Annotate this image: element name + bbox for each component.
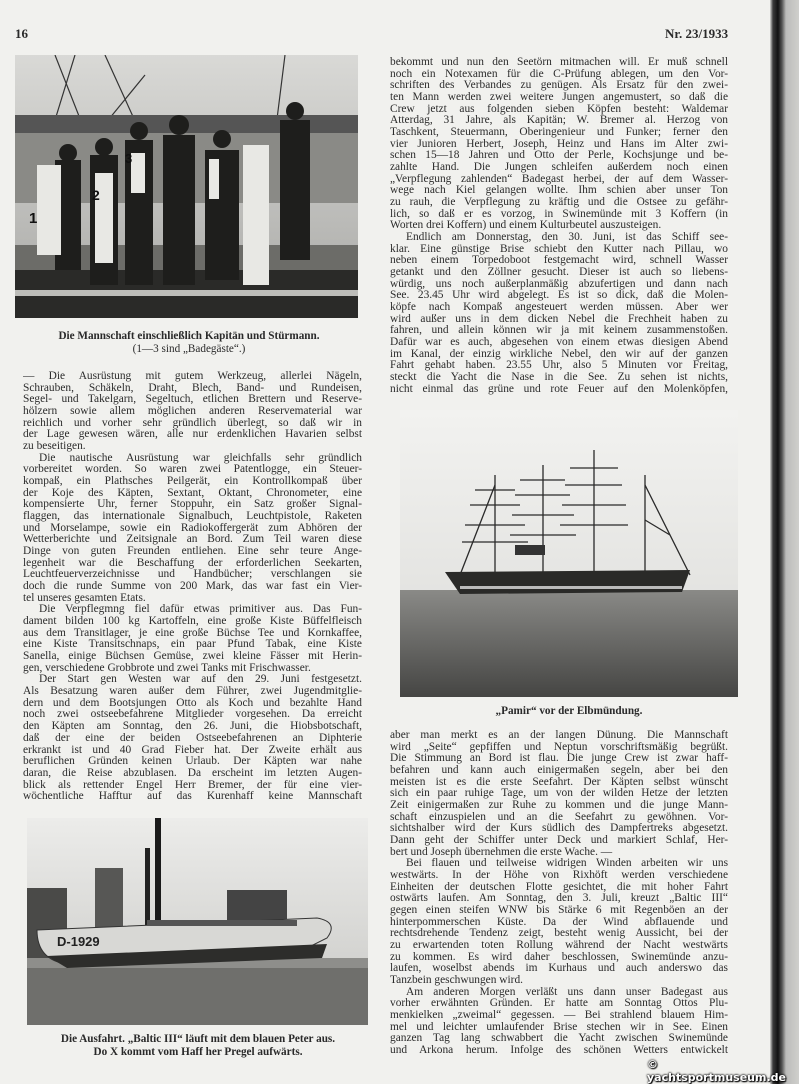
text-line: und Morselampe, sowie ein Radiokoffergerät zum Abhören der [23,522,362,534]
text-line: dern und dem Bootsjungen Otto als Koch und bezahlte Hand [23,697,362,709]
text-line: hölzern sowie allem möglichen anderen Reservematerial war [23,406,362,418]
text-line: vier Junioren Herbert, Joseph, Heinz und Hans im Alter zwi- [390,138,728,150]
text-line: Fahrt gehabt haben. 23.55 Uhr, also 5 Minuten vor Freitag, [390,360,728,372]
text-line: wird „Seite“ gepfiffen und Neptun vorschriftsmäßig begrüßt. [390,741,728,753]
text-line: Crew jetzt aus folgenden sieben Köpfen besteht: Waldemar [390,103,728,115]
text-line: legenheit war die Beschaffung der erforderlichen Seekarten, [23,557,362,569]
text-line: zahlte Hand. Die Jungen schleifen außerdem noch einen [390,162,728,174]
text-line: würdig, uns noch außerplanmäßig abzufertigen und dann nach [390,278,728,290]
text-line: der Koje des Käpten, Sextant, Oktant, Chronometer, eine [23,487,362,499]
text-line: sich ein paar ruhige Tage, um von der wilden Hetze der letzten [390,788,728,800]
text-line: wird außer uns in dem dicken Nebel die Frechheit haben zu [390,313,728,325]
text-line: bert und Joseph übernehmen die erste Wache. — [390,846,613,858]
departure-photo-caption [22,1033,374,1058]
text-line: blick als rettender Engel Herr Bremer, der für eine vier- [23,779,362,791]
text-line: hinterpommerschen Küste. Da der Wind abflauende und [390,916,728,928]
crew-photo-caption [15,330,363,355]
pamir-photo [400,410,738,697]
departure-caption-line-1: Die Ausfahrt. „Baltic III“ läuft mit dem blauen Peter aus. [60,1033,336,1045]
text-line: gegen einen steifen WNW bis Stärke 6 mit Regenböen an der [390,905,728,917]
text-line: daß der eine der beiden Ostseebefahrenen an Diphterie [23,732,362,744]
pamir-photo-caption: „Pamir“ vor der Elbmündung. [495,705,643,717]
text-line: mel und leichter umlaufender Brise stechen wir in See. Einen [390,1021,728,1033]
page-number: 16 [15,26,28,41]
text-line: vorher erwähnten Gründen. Er hatte am Sonntag Ottos Plu- [390,998,728,1010]
crew-label-3: 3 [125,151,133,166]
text-line: Einheiten der deutschen Flotte gesichtet, die mit hoher Fahrt [390,881,728,893]
text-line: Dafür war es auch, abgesehen von einem etwas diesigen Abend [390,337,728,349]
text-line: reichlich und vorher sehr gründlich überlegt, so daß wir in [23,417,362,429]
text-line: eine Kiste Transitschnaps, ein paar Pfund Tabak, eine Kiste [23,639,362,651]
text-line: daran, die Reise abzublasen. Da erscheint im letzten Augen- [23,767,362,779]
text-line: Die Verpflegmng fiel dafür etwas primitiver aus. Das Fun- [39,604,362,616]
issue-number: Nr. 23/1933 [665,26,729,41]
text-line: aus dem Transitlager, je eine große Büchse Tee und Kornkaffee, [23,627,362,639]
text-line: schen 15—18 Jahren und Otto der Perle, Kochsjunge und be- [390,150,728,162]
departure-caption-line-2: Do X kommt vom Haff her Pregel aufwärts. [93,1045,303,1058]
text-line: „Verpflegung zahlenden“ Badegast herbei, der auf dem Wasser- [390,173,728,185]
text-line: den Käpten am Sonntag, den 26. Juni, die Hiobsbotschaft, [23,721,362,733]
text-line: flaggen, das internationale Signalbuch, Leuchtpistole, Raketen [23,511,362,523]
crew-label-1: 1 [29,210,38,227]
text-line: schaft einzuspielen und an die Seefahrt zu gewöhnen. Vor- [390,811,728,823]
text-line: See. 23.45 Uhr wird abgelegt. Es ist so dick, daß die Molen- [390,290,728,302]
text-line: Wetterberichte und Zeitsignale an Bord. Zum Teil waren diese [23,534,362,546]
text-line: Dann geht der Schiffer unter Deck und markiert Schlaf, Her- [390,835,728,847]
text-line: klar. Eine günstige Brise schiebt den Kutter nach Pillau, wo [390,243,728,255]
text-line: noch ein Notexamen für die C-Prüfung ablegen, um den Vor- [390,68,728,80]
text-line: Atterdag, 31 Jahre, als Kapitän; W. Bremer al. Herzog von [390,115,728,127]
text-line: kompaß, ein Plathsches Peilgerät, ein Kontrollkompaß über [23,476,362,488]
text-line: Die Stimmung an Bord ist flau. Die junge Crew ist zwar haff- [390,753,728,765]
crew-caption-line-1: Die Mannschaft einschließlich Kapitän und Stürmann. [58,330,320,342]
text-line: ganzen Tag lang schwabbert die Yacht zwischen Swinemünde [390,1033,728,1045]
right-column-text-bottom [390,730,728,1057]
crew-label-2: 2 [92,187,100,203]
text-line: rechtsdrehende Tendenz zeigt, besteht wenig Aussicht, bei der [390,928,728,940]
right-column-text-top [390,57,728,395]
text-line: getankt und den Zöllner gesucht. Dieser ist auch so liebens- [390,267,728,279]
text-line: meisten ist es die erste Seefahrt. Der Käpten selbst wünscht [390,776,728,788]
text-line: lich, so daß er es vorzog, in Swinemünde mit 3 Koffern (in [390,208,728,220]
text-line: — Die Ausrüstung mit gutem Werkzeug, allerlei Nägeln, [23,371,362,382]
text-line: vorbereitet worden. So waren zwei Patentlogge, ein Steuer- [23,464,362,476]
text-line: tel unseres gesamten Etats. [23,592,146,604]
text-line: Zeit einigermaßen zur Ruhe zu kommen und die junge Mann- [390,800,728,812]
text-line: steckt die Yacht die Nase in die See. Zu sehen ist nichts, [390,372,728,384]
text-line: Schrauben, Schäkeln, Draht, Blech, Band- und Rundeisen, [23,382,362,394]
text-line: bekommt und nun den Seetörn mitmachen will. Er muß schnell [390,57,728,68]
text-line: wege nach Kiel gelangen wollte. Ihm schien aber unser Ton [390,185,728,197]
text-line: Endlich am Donnerstag, den 30. Juni, ist das Schiff see- [406,232,728,244]
text-line: schriften des Verbandes zu genügen. Als Ersatz für den zwei- [390,80,728,92]
text-line: Sanella, einige Büchsen Gemüse, zwei kleine Fässer mit Herin- [23,651,362,663]
text-line: zu erwartenden toten Rollung während der Nacht westwärts [390,940,728,952]
text-line: gen, verschiedene Grobbrote und zwei Tanks mit Frischwasser. [23,662,311,674]
watermark: © yachtsportmuseum.de [647,1058,786,1084]
left-column-text [23,371,362,803]
text-line: doch die runde Summe von 200 Mark, das war fast ein Vier- [23,581,362,593]
text-line: und Arkona herum. Infolge des schönen Wetters entwickelt [390,1045,728,1057]
text-line: beruflichen Gründen keinen Urlaub. Der Käpten war nahe [23,756,362,768]
aircraft-registration: D-1929 [57,934,100,949]
crew-caption-line-2: (1—3 sind „Badegäste“.) [132,342,246,355]
text-line: neben einem Torpedoboot festgemacht wird, schnell Wasser [390,255,728,267]
text-line: zu beseitigen. [23,441,86,453]
text-line: köpfe nach Kompaß angesteuert werden müssen. Aber wer [390,302,728,314]
text-line: Dinge von guten Freunden entliehen. Eine sehr teure Ange- [23,546,362,558]
text-line: Tanzbein geschwungen wird. [390,975,523,987]
text-line: Bei flauen und teilweise widrigen Winden arbeiten wir uns [406,858,728,870]
text-line: aber man merkt es an der langen Dünung. Die Mannschaft [390,730,728,741]
text-line: Als Besatzung waren außer dem Führer, zwei Jugendmitglie- [23,686,362,698]
text-line: wöchentliche Hafftur auf das Kurenhaff keine Mannschaft [23,791,362,803]
text-line: ten Mann werden zwei weitere Jungen angemustert, so daß die [390,92,728,104]
text-line: fahren, und allein können wir ja mit keinem zusammenstoßen. [390,325,728,337]
text-line: befahren und kann auch einigermaßen segeln, aber bei den [390,765,728,777]
text-line: der Lage gewesen wären, alle nur erdenklichen Havarien selbst [23,429,362,441]
text-line: erkrankt ist und 40 Grad Fieber hat. Der Zweite erhält aus [23,744,362,756]
text-line: Am anderen Morgen verläßt uns dann unser Badegast aus [406,986,728,998]
text-line: westwärts. In der Höhe von Rixhöft werden verschiedene [390,870,728,882]
text-line: dament bilden 100 kg Kartoffeln, eine große Kiste Büffelfleisch [23,616,362,628]
departure-photo [27,818,368,1025]
text-line: ostwärts laufen. Am Sonntag, den 3. Juli, kreuzt „Baltic III“ [390,893,728,905]
text-line: Leuchtfeuerverzeichnisse und Handbücher; verschlangen sie [23,569,362,581]
text-line: kompensierte Uhr, ferner Stoppuhr, ein Satz großer Signal- [23,499,362,511]
page-binding-gutter [770,0,799,1084]
text-line: zu kommen. Es wird daher beschlossen, Swinemünde anzu- [390,951,728,963]
crew-photo [15,55,358,318]
text-line: zu rauh, die Verpflegung zu kräftig und die Ostsee zu gefähr- [390,197,728,209]
text-line: Segel- und Takelgarn, Segeltuch, etlichen Brettern und Reserve- [23,394,362,406]
text-line: Die nautische Ausrüstung war gleichfalls sehr gründlich [39,452,362,464]
text-line: sichtshalber wird der Kurs südlich des Dampfertreks abgesetzt. [390,823,728,835]
text-line: Worten drei Koffern) und einem Kulturbeutel auszusteigen. [390,220,662,232]
text-line: laufen, woselbst abends im Kurhaus und auch anderswo das [390,963,728,975]
text-line: nicht einmal das grüne und rote Feuer auf den Molenköpfen, [390,383,728,395]
text-line: noch zwei ostseebefahrene Mitglieder vorgesehen. Da erreicht [23,709,362,721]
text-line: Der Start gen Westen war auf den 29. Juni festgesetzt. [39,674,362,686]
text-line: Taschkent, Steuermann, Oberingenieur und Funker; ferner den [390,127,728,139]
text-line: menkielken „zweimal“ gegessen. — Bei strahlend blauem Him- [390,1010,728,1022]
text-line: im Kanal, der einzig wirkliche Nebel, den wir auf der ganzen [390,348,728,360]
